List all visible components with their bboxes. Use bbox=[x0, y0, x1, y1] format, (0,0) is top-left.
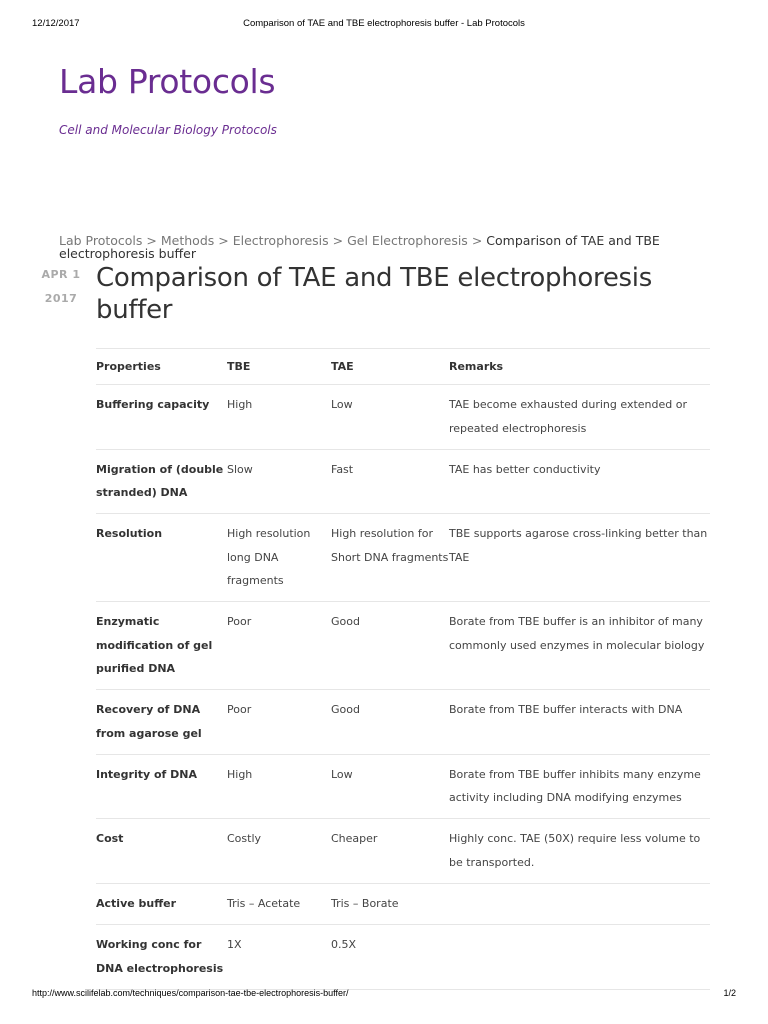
post-date bbox=[38, 268, 84, 316]
breadcrumb-separator: > bbox=[218, 233, 229, 248]
cell-tbe: Poor bbox=[227, 602, 331, 690]
post-date-month-day: APR 1 bbox=[41, 268, 81, 281]
print-footer bbox=[32, 988, 736, 1002]
cell-tae: Fast bbox=[331, 449, 449, 514]
header-properties: Properties bbox=[96, 349, 227, 385]
cell-tae: 0.5X bbox=[331, 925, 449, 990]
cell-tbe: Slow bbox=[227, 449, 331, 514]
cell-tbe: Tris – Acetate bbox=[227, 884, 331, 925]
cell-remarks: Borate from TBE buffer interacts with DNA bbox=[449, 690, 710, 755]
cell-remarks: TAE become exhausted during extended or repeated electrophoresis bbox=[449, 385, 710, 450]
table-row bbox=[96, 884, 710, 925]
breadcrumb bbox=[59, 234, 719, 260]
cell-remarks: Highly conc. TAE (50X) require less volume to be transported. bbox=[449, 819, 710, 884]
breadcrumb-separator: > bbox=[332, 233, 344, 248]
table-row bbox=[96, 754, 710, 819]
cell-remarks: TBE supports agarose cross-linking better than TAE bbox=[449, 514, 710, 602]
cell-tbe: High resolution long DNA fragments bbox=[227, 514, 331, 602]
breadcrumb-separator: > bbox=[471, 233, 483, 248]
post-title: Comparison of TAE and TBE electrophoresis buffer bbox=[96, 263, 652, 325]
site-description: Cell and Molecular Biology Protocols bbox=[59, 123, 277, 137]
cell-tae: Low bbox=[331, 385, 449, 450]
cell-tbe: Poor bbox=[227, 690, 331, 755]
cell-property: Migration of (double stranded) DNA bbox=[96, 449, 227, 514]
table-row bbox=[96, 690, 710, 755]
print-page-number: 1/2 bbox=[723, 988, 736, 998]
cell-remarks: Borate from TBE buffer is an inhibitor of many commonly used enzymes in molecular biology bbox=[449, 602, 710, 690]
site-title[interactable]: Lab Protocols bbox=[59, 62, 276, 101]
table-row bbox=[96, 514, 710, 602]
print-date: 12/12/2017 bbox=[32, 18, 80, 29]
cell-tae: High resolution for Short DNA fragments bbox=[331, 514, 449, 602]
cell-property: Active buffer bbox=[96, 884, 227, 925]
print-url: http://www.scilifelab.com/techniques/comparison-tae-tbe-electrophoresis-buffer/ bbox=[32, 988, 349, 998]
cell-property: Cost bbox=[96, 819, 227, 884]
post-date-year: 2017 bbox=[44, 292, 78, 305]
cell-property: Resolution bbox=[96, 514, 227, 602]
table-row bbox=[96, 819, 710, 884]
cell-tae: Good bbox=[331, 602, 449, 690]
cell-property: Enzymatic modification of gel purified DNA bbox=[96, 602, 227, 690]
cell-remarks: TAE has better conductivity bbox=[449, 449, 710, 514]
cell-tae: Cheaper bbox=[331, 819, 449, 884]
cell-remarks: Borate from TBE buffer inhibits many enzyme activity including DNA modifying enzymes bbox=[449, 754, 710, 819]
breadcrumb-link-gel-electrophoresis[interactable]: Gel Electrophoresis bbox=[347, 233, 468, 248]
cell-remarks bbox=[449, 884, 710, 925]
cell-tbe: High bbox=[227, 754, 331, 819]
breadcrumb-link-lab-protocols[interactable]: Lab Protocols bbox=[59, 233, 143, 248]
cell-property: Buffering capacity bbox=[96, 385, 227, 450]
table-row bbox=[96, 602, 710, 690]
table-row bbox=[96, 925, 710, 990]
table-header-row bbox=[96, 349, 710, 385]
table-row bbox=[96, 385, 710, 450]
header-tbe: TBE bbox=[227, 349, 331, 385]
table-row bbox=[96, 449, 710, 514]
cell-tae: Good bbox=[331, 690, 449, 755]
breadcrumb-current: Comparison of TAE and TBE electrophoresis buffer bbox=[59, 233, 660, 261]
cell-tae: Low bbox=[331, 754, 449, 819]
cell-property: Working conc for DNA electrophoresis bbox=[96, 925, 227, 990]
cell-tbe: 1X bbox=[227, 925, 331, 990]
cell-property: Integrity of DNA bbox=[96, 754, 227, 819]
cell-property: Recovery of DNA from agarose gel bbox=[96, 690, 227, 755]
breadcrumb-link-methods[interactable]: Methods bbox=[160, 233, 215, 248]
print-header bbox=[32, 18, 736, 32]
cell-tbe: Costly bbox=[227, 819, 331, 884]
cell-tae: Tris – Borate bbox=[331, 884, 449, 925]
header-tae: TAE bbox=[331, 349, 449, 385]
comparison-table bbox=[96, 348, 710, 990]
breadcrumb-separator: > bbox=[146, 233, 157, 248]
breadcrumb-link-electrophoresis[interactable]: Electrophoresis bbox=[232, 233, 329, 248]
header-remarks: Remarks bbox=[449, 349, 710, 385]
cell-remarks bbox=[449, 925, 710, 990]
print-title: Comparison of TAE and TBE electrophoresis buffer - Lab Protocols bbox=[243, 18, 525, 29]
cell-tbe: High bbox=[227, 385, 331, 450]
